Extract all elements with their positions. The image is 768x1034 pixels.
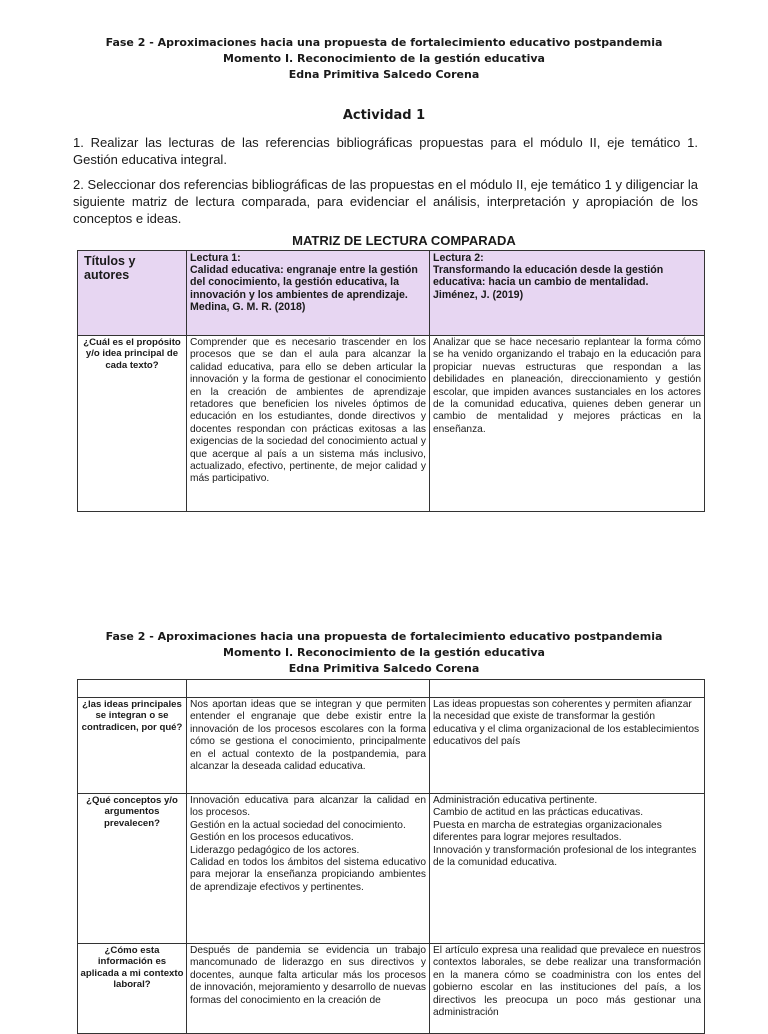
matrix-table-page-2 bbox=[77, 679, 705, 1034]
row-question: ¿Cómo esta información es aplicada a mi contexto laboral? bbox=[78, 944, 187, 1034]
header-line-3: Edna Primitiva Salcedo Corena bbox=[288, 662, 480, 675]
concept-line: Cambio de actitud en las prácticas educativas. bbox=[433, 807, 644, 819]
activity-title: Actividad 1 bbox=[342, 108, 426, 123]
row-reading-2-answer: El artículo expresa una realidad que prevalece en nuestros contextos laborales, se debe realizar una transformación en la manera cómo se coadministra con los entes del gobierno escolar en las instituciones del país, a los directivos les preocupa un poco más gestionar una administración bbox=[430, 944, 705, 1034]
blank-cell bbox=[187, 680, 430, 698]
concept-line: Puesta en marcha de estrategias organizacionales diferentes para lograr mejores resultados. bbox=[433, 819, 662, 844]
blank-cell bbox=[78, 680, 187, 698]
table-row bbox=[78, 698, 705, 794]
header-line-2: Momento I. Reconocimiento de la gestión educativa bbox=[223, 646, 545, 659]
header-line-1: Fase 2 - Aproximaciones hacia una propuesta de fortalecimiento educativo postpandemia bbox=[105, 630, 663, 643]
concept-line: Gestión en los procesos educativos. bbox=[190, 832, 354, 844]
concept-line: Calidad en todos los ámbitos del sistema educativo para mejorar la enseñanza propiciando ambientes de aprendizaje efectivos y pertinentes. bbox=[190, 857, 426, 893]
concept-line: Administración educativa pertinente. bbox=[433, 795, 598, 806]
row-question: ¿Cuál es el propósito y/o idea principal de cada texto? bbox=[78, 336, 187, 512]
table-row bbox=[78, 336, 705, 512]
reading-2-header bbox=[430, 251, 705, 336]
row-reading-1-answer: Después de pandemia se evidencia un trabajo mancomunado de liderazgo en sus directivos y docentes, aunque falta articular más los procesos de innovación, mejoramiento y desarrollo de nuevas formas del conocimiento en la creación de bbox=[187, 944, 430, 1034]
col-header-titles-authors: Títulos y autores bbox=[78, 251, 187, 336]
reading-1-title: Calidad educativa: engranaje entre la gestión del conocimiento, la gestión educativa, la innovación y los ambientes de aprendizaje. bbox=[190, 264, 418, 301]
table-row bbox=[78, 794, 705, 944]
row-reading-2-answer: Analizar que se hace necesario replantear la forma cómo se ha venido organizando el trabajo en la educación para propiciar nuevas estructuras que respondan a las debilidades en planeación, direccionamiento y gestión escolar, que impiden avances sustanciales en los actores de la comunidad educativa, quienes deben generar un cambio de mentalidad y mejores prácticas en la enseñanza. bbox=[430, 336, 705, 512]
row-question: ¿las ideas principales se integran o se contradicen, por qué? bbox=[78, 698, 187, 794]
header-line-2: Momento I. Reconocimiento de la gestión educativa bbox=[223, 52, 545, 65]
reading-2-title: Transformando la educación desde la gestión educativa: hacia un cambio de mentalidad. bbox=[433, 264, 664, 289]
concept-line: Innovación educativa para alcanzar la calidad en los procesos. bbox=[190, 795, 426, 819]
activity-item-2: 2. Seleccionar dos referencias bibliográficas de las propuestas en el módulo II, eje temático 1 y diligenciar la siguiente matriz de lectura comparada, para evidenciar el análisis, interpretación y apropiación de los conceptos e ideas. bbox=[73, 177, 698, 226]
matrix-header-row bbox=[78, 251, 705, 336]
page2-header bbox=[0, 629, 768, 677]
row-reading-1-answer: Nos aportan ideas que se integran y que permiten entender el engranaje que debe existir entre la innovación de los procesos escolares con la forma cómo se gestiona el conocimiento, principalmente en el actual contexto de la postpandemia, para alcanzar la deseada calidad educativa. bbox=[187, 698, 430, 794]
row-question: ¿Qué conceptos y/o argumentos prevalecen? bbox=[78, 794, 187, 944]
matrix-table-page-1 bbox=[77, 250, 705, 512]
blank-header-row bbox=[78, 680, 705, 698]
reading-2-author: Jiménez, J. (2019) bbox=[433, 288, 524, 301]
concept-line: Gestión en la actual sociedad del conocimiento. bbox=[190, 819, 406, 831]
activity-item-1: 1. Realizar las lecturas de las referencias bibliográficas propuestas para el módulo II, eje temático 1. Gestión educativa integral. bbox=[73, 135, 698, 167]
reading-1-header bbox=[187, 251, 430, 336]
reading-1-label: Lectura 1: bbox=[190, 252, 241, 264]
matrix-title: MATRIZ DE LECTURA COMPARADA bbox=[292, 233, 516, 248]
header-line-1: Fase 2 - Aproximaciones hacia una propuesta de fortalecimiento educativo postpandemia bbox=[105, 36, 663, 49]
concept-line: Liderazgo pedagógico de los actores. bbox=[190, 844, 360, 856]
blank-cell bbox=[430, 680, 705, 698]
row-reading-1-answer bbox=[187, 794, 430, 944]
row-reading-1-answer: Comprender que es necesario trascender en los procesos que se dan el aula para alcanzar la calidad educativa, para ello se deben articular la innovación y la forma de gestionar el conocimiento en la creación de ambientes de aprendizaje retadores que beneficien los niveles óptimos de educación en los estudiantes, donde directivos y docentes respondan con prácticas exitosas a las exigencias de la sociedad del conocimiento actual y que acerque al país a un sistema más inclusivo, actualizado, efectivo, pertinente, de mejor calidad y más participativo. bbox=[187, 336, 430, 512]
header-line-3: Edna Primitiva Salcedo Corena bbox=[288, 68, 480, 81]
row-reading-2-answer bbox=[430, 794, 705, 944]
reading-1-author: Medina, G. M. R. (2018) bbox=[190, 300, 306, 313]
table-row bbox=[78, 944, 705, 1034]
concept-line: Innovación y transformación profesional de los integrantes de la comunidad educativa. bbox=[433, 844, 697, 869]
reading-2-label: Lectura 2: bbox=[433, 252, 484, 264]
row-reading-2-answer: Las ideas propuestas son coherentes y permiten afianzar la necesidad que existe de transformar la gestión educativa y el clima organizacional de los establecimientos educativos del país bbox=[430, 698, 705, 794]
page1-header bbox=[0, 35, 768, 83]
